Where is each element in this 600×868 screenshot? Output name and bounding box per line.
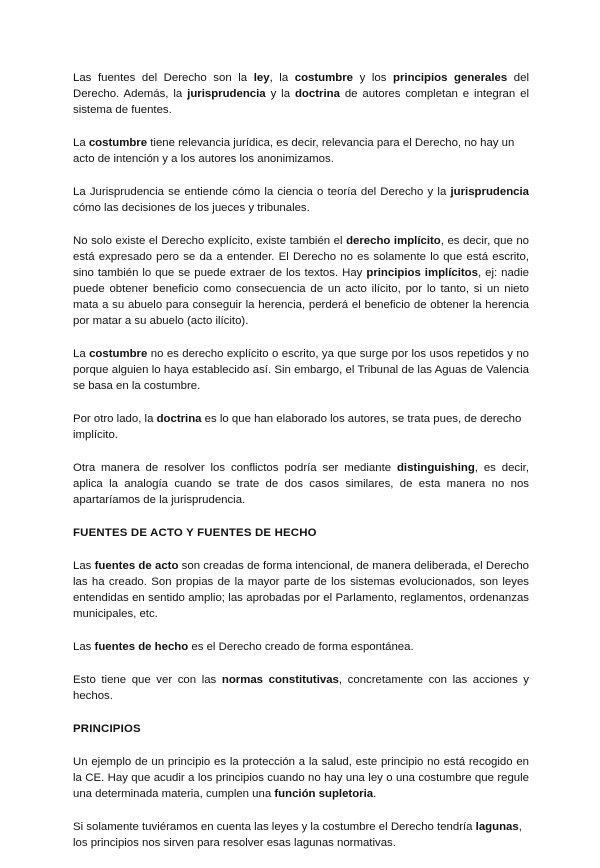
text-run: . — [373, 788, 377, 800]
text-run: La — [73, 348, 90, 360]
text-run: , ej: nadie puede obtener beneficio como consecuencia de un acto ilícito, por lo tanto, si un nieto mata a su abuelo para conseguir la herencia, perderá el beneficio de obtener la herencia por matar a su abuelo (acto ilícito). — [73, 267, 529, 327]
text-run: Esto tiene que ver con las — [73, 674, 222, 686]
text-run: Las — [73, 641, 95, 653]
text-run: , los principios nos sirven para resolver esas lagunas normativas. — [73, 821, 522, 849]
text-run: no es derecho explícito o escrito, ya que surge por los usos repetidos y no porque alguien lo haya establecido así. Sin embargo, el Tribunal de las Aguas de Valencia se basa en la costumbre. — [73, 348, 529, 392]
body-paragraph — [73, 233, 529, 329]
body-paragraph — [73, 411, 529, 443]
bold-term: fuentes de acto — [94, 560, 179, 572]
bold-term: principios implícitos — [366, 267, 478, 279]
bold-term: doctrina — [294, 88, 340, 100]
bold-term: costumbre — [88, 137, 148, 149]
bold-term: principios generales — [393, 72, 508, 84]
text-run: y los — [353, 72, 394, 84]
bold-term: doctrina — [156, 413, 202, 425]
text-run: La — [73, 137, 89, 149]
text-run: , la — [269, 72, 295, 84]
body-paragraph — [73, 754, 529, 802]
body-paragraph — [73, 135, 529, 167]
text-run: Un ejemplo de un principio es la protección a la salud, este principio no está recogido en la CE. Hay que acudir a los principios cuando no hay una ley o una costumbre que regule una determinada materia, cumplen una — [73, 756, 529, 800]
section-heading: FUENTES DE ACTO Y FUENTES DE HECHO — [73, 527, 317, 539]
text-run: , concretamente con las acciones y hechos. — [73, 674, 529, 702]
text-run: es el Derecho creado de forma espontánea. — [188, 641, 414, 653]
text-run: Las — [73, 560, 95, 572]
bold-term: función supletoria — [274, 788, 374, 800]
text-run: y la — [265, 88, 295, 100]
bold-term: ley — [253, 72, 270, 84]
bold-term: distinguishing — [396, 462, 475, 474]
text-run: , es decir, aplica la analogía cuando se trate de dos casos similares, de esta manera no nos apartaríamos de la jurisprudencia. — [73, 462, 529, 506]
body-paragraph — [73, 460, 529, 508]
bold-term: costumbre — [294, 72, 353, 84]
document-page — [73, 70, 529, 868]
body-paragraph — [73, 639, 529, 655]
body-paragraph — [73, 346, 529, 394]
bold-term: jurisprudencia — [450, 186, 529, 198]
text-run: tiene relevancia jurídica, es decir, relevancia para el Derecho, no hay un acto de intención y a los autores los anonimizamos. — [73, 137, 515, 165]
bold-term: jurisprudencia — [187, 88, 266, 100]
text-run: cómo las decisiones de los jueces y tribunales. — [73, 202, 310, 214]
text-run: de autores completan e integran el sistema de fuentes. — [73, 88, 529, 116]
body-paragraph — [73, 672, 529, 704]
bold-term: lagunas — [475, 821, 519, 833]
bold-term: derecho implícito — [346, 235, 441, 247]
text-run: del Derecho. Además, la — [73, 72, 530, 100]
text-run: La Jurisprudencia se entiende cómo la ciencia o teoría del Derecho y la — [73, 186, 451, 198]
bold-term: fuentes de hecho — [94, 641, 189, 653]
body-paragraph — [73, 184, 529, 216]
text-run: , es decir, que no está expresado pero se da a entender. El Derecho no es solamente lo que está escrito, sino también lo que se puede extraer de los textos. Hay — [73, 235, 529, 279]
body-paragraph — [73, 819, 529, 851]
text-run: Por otro lado, la — [73, 413, 157, 425]
section-heading: PRINCIPIOS — [73, 723, 141, 735]
text-run: Otra manera de resolver los conflictos podría ser mediante — [73, 462, 397, 474]
text-run: Las fuentes del Derecho son la — [73, 72, 254, 84]
text-run: No solo existe el Derecho explícito, existe también el — [73, 235, 347, 247]
bold-term: normas constitutivas — [221, 674, 339, 686]
text-run: Si solamente tuviéramos en cuenta las leyes y la costumbre el Derecho tendría — [73, 821, 476, 833]
body-paragraph — [73, 70, 529, 118]
text-run: son creadas de forma intencional, de manera deliberada, el Derecho las ha creado. Son propias de la mayor parte de los sistemas evolucionados, son leyes entendidas en sentido amplio; las aprobadas por el Parlamento, reglamentos, ordenanzas municipales, etc. — [73, 560, 529, 620]
body-paragraph — [73, 558, 529, 622]
bold-term: costumbre — [89, 348, 148, 360]
text-run: es lo que han elaborado los autores, se trata pues, de derecho implícito. — [73, 413, 522, 441]
